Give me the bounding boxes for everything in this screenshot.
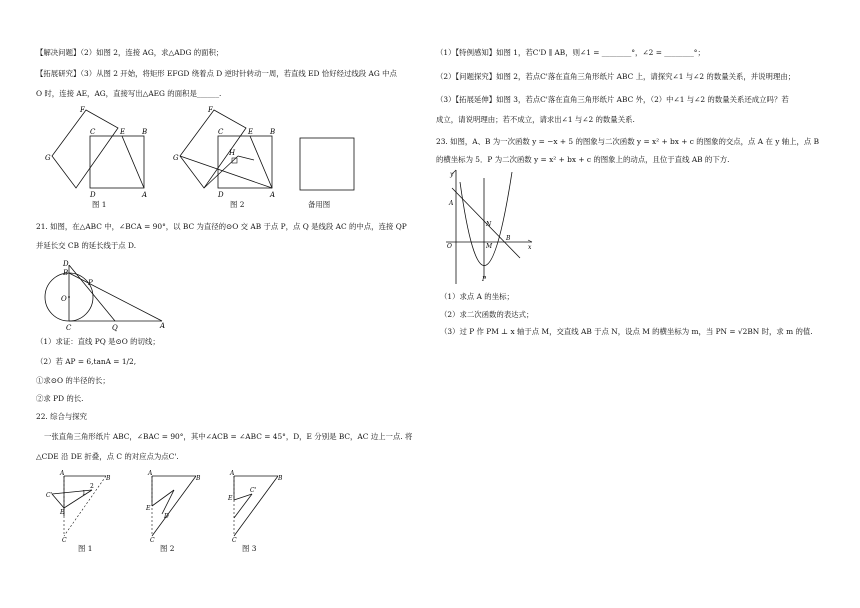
figure-1: [40, 100, 170, 200]
label-E: E: [248, 128, 254, 136]
label-C-prime: C': [250, 487, 257, 494]
figure-1-caption: 图 1: [92, 200, 107, 209]
figure-2: [168, 100, 298, 200]
label-E: E: [146, 505, 151, 512]
label-H: H: [229, 149, 236, 157]
left-text-solve: 【解决问题】（2）如图 2，连接 AG，求△ADG 的面积；: [36, 48, 224, 57]
label-G: G: [173, 154, 179, 162]
right-sub-1: （1）【特例感知】如图 1，若C'D ∥ AB，则∠1 = ________°，∠2 = ________°；: [436, 48, 705, 57]
label-F: F: [208, 106, 213, 114]
q21-figure: [40, 255, 170, 333]
q23-line-2: 的横坐标为 5．P 为二次函数 y = x² + bx + c 的图象上的动点，且位于直线 AB 的下方.: [436, 155, 730, 164]
label-A: A: [270, 191, 276, 199]
label-P: P: [482, 276, 487, 283]
q23-sub-1: （1）求点 A 的坐标；: [440, 292, 514, 301]
label-C: C: [90, 128, 96, 136]
label-B: B: [270, 128, 276, 136]
label-E: E: [60, 509, 65, 516]
label-A: A: [160, 322, 166, 330]
label-E: E: [228, 495, 233, 502]
label-x: x: [528, 244, 532, 251]
figure-2-caption: 图 2: [230, 200, 245, 209]
label-B: B: [196, 475, 201, 482]
label-B: B: [106, 475, 111, 482]
label-C: C: [66, 324, 72, 332]
label-O: O: [61, 295, 67, 303]
right-sub-3b: 成立，请说明理由；若不成立，请求出∠1 与∠2 的数量关系.: [436, 115, 635, 124]
label-C: C: [150, 537, 155, 542]
left-text-extend-2: O 时，连接 AE，AG，直接写出△AEG 的面积是______.: [36, 89, 222, 98]
label-A: A: [148, 470, 153, 477]
label-B: B: [278, 475, 283, 482]
figure-spare: [296, 128, 366, 193]
label-B: B: [142, 128, 148, 136]
q22-figure-3: [222, 470, 292, 542]
q23-sub-3: （3）过 P 作 PM ⊥ x 轴于点 M，交直线 AB 于点 N，设点 M 的横坐标为 m，当 PN = √2BN 时，求 m 的值.: [440, 327, 813, 336]
label-B: B: [63, 269, 69, 277]
label-B: B: [506, 235, 511, 242]
figure-spare-caption: 备用图: [308, 200, 331, 209]
label-P: P: [88, 279, 93, 287]
label-C: C: [62, 537, 67, 542]
label-G: G: [45, 154, 51, 162]
label-F: F: [80, 106, 85, 114]
q22-caption-1: 图 1: [78, 544, 93, 553]
q22-line-2: △CDE 沿 DE 折叠，点 C 的对应点为点C'.: [36, 452, 179, 461]
label-A: A: [449, 200, 454, 207]
label-D: D: [164, 513, 169, 520]
q21-sub-2: （2）若 AP = 6,tanA = 1/2,: [36, 357, 137, 366]
q23-line-1: 23. 如图，A、B 为一次函数 y = −x + 5 的图象与二次函数 y = x² + bx + c 的图象的交点，点 A 在 y 轴上，点 B: [436, 137, 820, 146]
q21-sub-1: （1）求证：直线 PQ 是⊙O 的切线；: [36, 337, 160, 346]
right-sub-2: （2）【问题探究】如图 2，若点C'落在直角三角形纸片 ABC 上，请探究∠1 与∠2 的数量关系，并说明理由；: [436, 72, 796, 81]
label-C: C: [218, 128, 224, 136]
q22-caption-2: 图 2: [160, 544, 175, 553]
q21-sub-2a: ①求⊙O 的半径的长；: [36, 376, 110, 385]
label-D: D: [218, 191, 224, 199]
label-angle-1: 1: [82, 490, 86, 497]
q22-figure-1: [46, 470, 126, 542]
q21-line-2: 并延长交 CB 的延长线于点 D.: [36, 241, 137, 250]
label-angle-2: 2: [90, 483, 94, 490]
q22-title: 22. 综合与探究: [36, 412, 88, 421]
label-C-prime: C': [46, 492, 53, 499]
label-D: D: [90, 191, 96, 199]
q23-figure: [444, 168, 534, 286]
q22-caption-3: 图 3: [242, 544, 257, 553]
label-D: D: [63, 260, 69, 268]
label-A: A: [230, 470, 235, 477]
q21-line-1: 21. 如图，在△ABC 中，∠BCA = 90°，以 BC 为直径的⊙O 交 AB 于点 P，点 Q 是线段 AC 的中点，连接 QP: [36, 222, 407, 231]
label-Q: Q: [112, 324, 118, 332]
label-N: N: [486, 221, 492, 228]
label-A: A: [142, 191, 148, 199]
q22-line-1: 一张直角三角形纸片 ABC，∠BAC = 90°，其中∠ACB = ∠ABC = 45°，D，E 分别是 BC，AC 边上一点. 将: [44, 432, 413, 441]
right-sub-3a: （3）【拓展延伸】如图 3，若点C'落在直角三角形纸片 ABC 外，（2）中∠1 与∠2 的数量关系还成立吗？若: [436, 95, 789, 104]
label-O: O: [447, 243, 452, 250]
label-y: y: [450, 171, 454, 178]
q22-figure-2: [140, 470, 210, 542]
label-E: E: [120, 128, 126, 136]
q23-sub-2: （2）求二次函数的表达式；: [440, 310, 534, 319]
label-C: C: [232, 537, 237, 542]
left-text-extend: 【拓展研究】（3）从图 2 开始，将矩形 EFGD 绕着点 D 逆时针转动一周，若直线 ED 恰好经过线段 AG 中点: [36, 69, 397, 78]
label-A: A: [60, 470, 65, 477]
label-M: M: [486, 243, 493, 250]
q21-sub-2b: ②求 PD 的长.: [36, 394, 84, 403]
